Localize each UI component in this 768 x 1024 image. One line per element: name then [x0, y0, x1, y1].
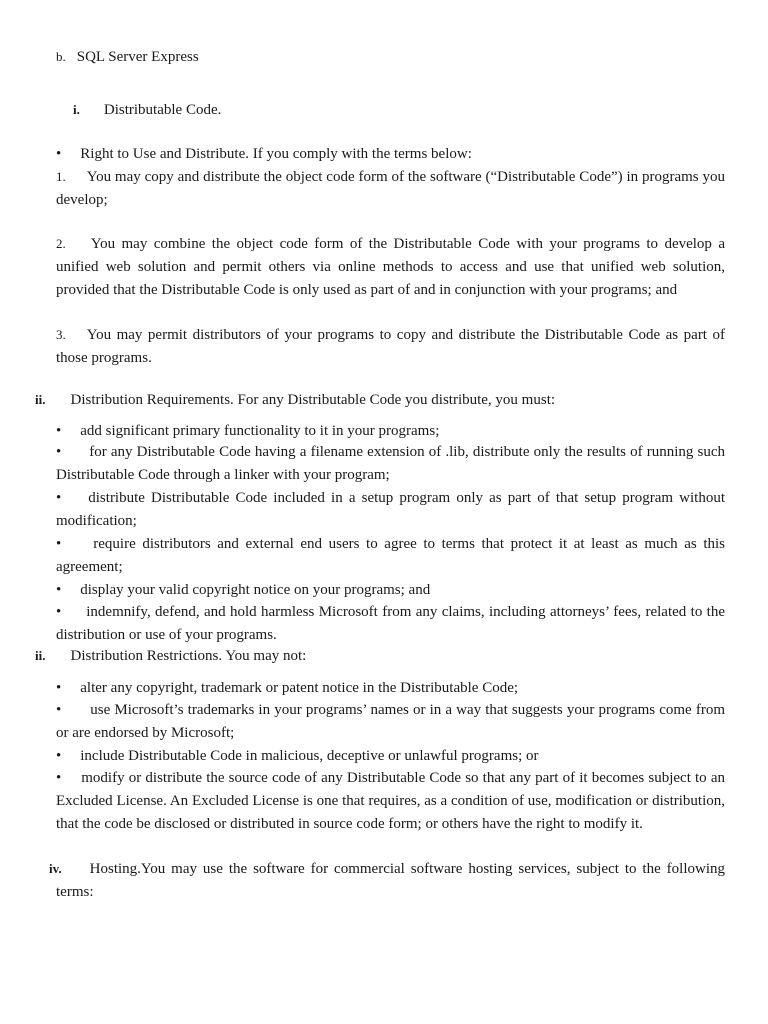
numbered-item-text: You may copy and distribute the object code form of the software (“Distributable Code”) in programs you develop; [56, 169, 725, 208]
list-item-text: include Distributable Code in malicious, deceptive or unlawful programs; or [80, 748, 539, 764]
section-i-marker: i. [73, 102, 80, 117]
section-i-title: Distributable Code. [103, 102, 222, 118]
section-ii-restrictions-title: Distribution Restrictions. You may not: [70, 648, 307, 664]
bullet: • [56, 444, 62, 460]
bullet: • [56, 536, 62, 552]
section-i-heading [73, 101, 221, 119]
list-item-text: display your valid copyright notice on your programs; and [80, 582, 431, 598]
list-item-text: indemnify, defend, and hold harmless Microsoft from any claims, including attorneys’ fees, related to the distribution or use of your programs. [56, 604, 725, 643]
bullet: • [56, 423, 62, 439]
numbered-item-marker: 2. [56, 236, 66, 251]
section-b-marker: b. [56, 49, 66, 64]
list-item-text: add significant primary functionality to it in your programs; [80, 423, 440, 439]
section-iv-marker: iv. [49, 861, 62, 876]
list-item [56, 533, 725, 579]
bullet: • [56, 680, 62, 696]
bullet: • [56, 490, 62, 506]
list-item-text: require distributors and external end users to agree to terms that protect it at least as much as this agreement; [56, 536, 725, 575]
section-iv-text: Hosting.You may use the software for commercial software hosting services, subject to the following terms: [56, 861, 725, 900]
list-item-text: modify or distribute the source code of any Distributable Code so that any part of it becomes subject to an Excluded License. An Excluded License is one that requires, as a condition of use, modification or distribution, that the code be disclosed or distributed in source code form; or others have the right to modify it. [56, 770, 725, 832]
bullet: • [56, 702, 62, 718]
section-ii-requirements-title: Distribution Requirements. For any Distributable Code you distribute, you must: [70, 392, 556, 408]
list-item-text: distribute Distributable Code included in a setup program only as part of that setup program without modification; [56, 490, 725, 529]
list-item [56, 767, 725, 836]
list-item-text: for any Distributable Code having a filename extension of .lib, distribute only the results of running such Distributable Code through a linker with your program; [56, 444, 725, 483]
section-ii-marker: ii. [35, 648, 46, 663]
section-iv-paragraph [49, 857, 725, 904]
section-ii-marker: ii. [35, 392, 46, 407]
section-ii-requirements-heading [35, 391, 555, 409]
list-item [56, 601, 725, 647]
list-item [56, 441, 725, 487]
list-item [56, 747, 538, 765]
bullet: • [56, 770, 62, 786]
list-item [56, 699, 725, 745]
right-to-use-item [56, 145, 472, 163]
numbered-item-text: You may combine the object code form of the Distributable Code with your programs to develop a unified web solution and permit others via online methods to access and use that unified web solution, provided that the Distributable Code is only used as part of and in conjunction with your programs; and [56, 236, 725, 298]
bullet: • [56, 582, 62, 598]
numbered-item-3 [56, 323, 725, 370]
list-item [56, 487, 725, 533]
numbered-item-marker: 3. [56, 327, 66, 342]
numbered-item-1 [56, 165, 725, 212]
list-item-text: alter any copyright, trademark or patent notice in the Distributable Code; [80, 680, 519, 696]
section-b-title: SQL Server Express [76, 49, 199, 65]
bullet: • [56, 748, 62, 764]
right-to-use-text: Right to Use and Distribute. If you comply with the terms below: [80, 146, 472, 162]
list-item-text: use Microsoft’s trademarks in your programs’ names or in a way that suggests your programs come from or are endorsed by Microsoft; [56, 702, 725, 741]
numbered-item-marker: 1. [56, 169, 66, 184]
list-item [56, 679, 518, 697]
bullet: • [56, 604, 62, 620]
section-b-heading [56, 48, 199, 66]
numbered-item-text: You may permit distributors of your programs to copy and distribute the Distributable Code as part of those programs. [56, 327, 725, 366]
list-item [56, 581, 430, 599]
numbered-item-2 [56, 232, 725, 302]
section-ii-restrictions-heading [35, 647, 306, 665]
list-item [56, 422, 439, 440]
bullet: • [56, 146, 62, 162]
